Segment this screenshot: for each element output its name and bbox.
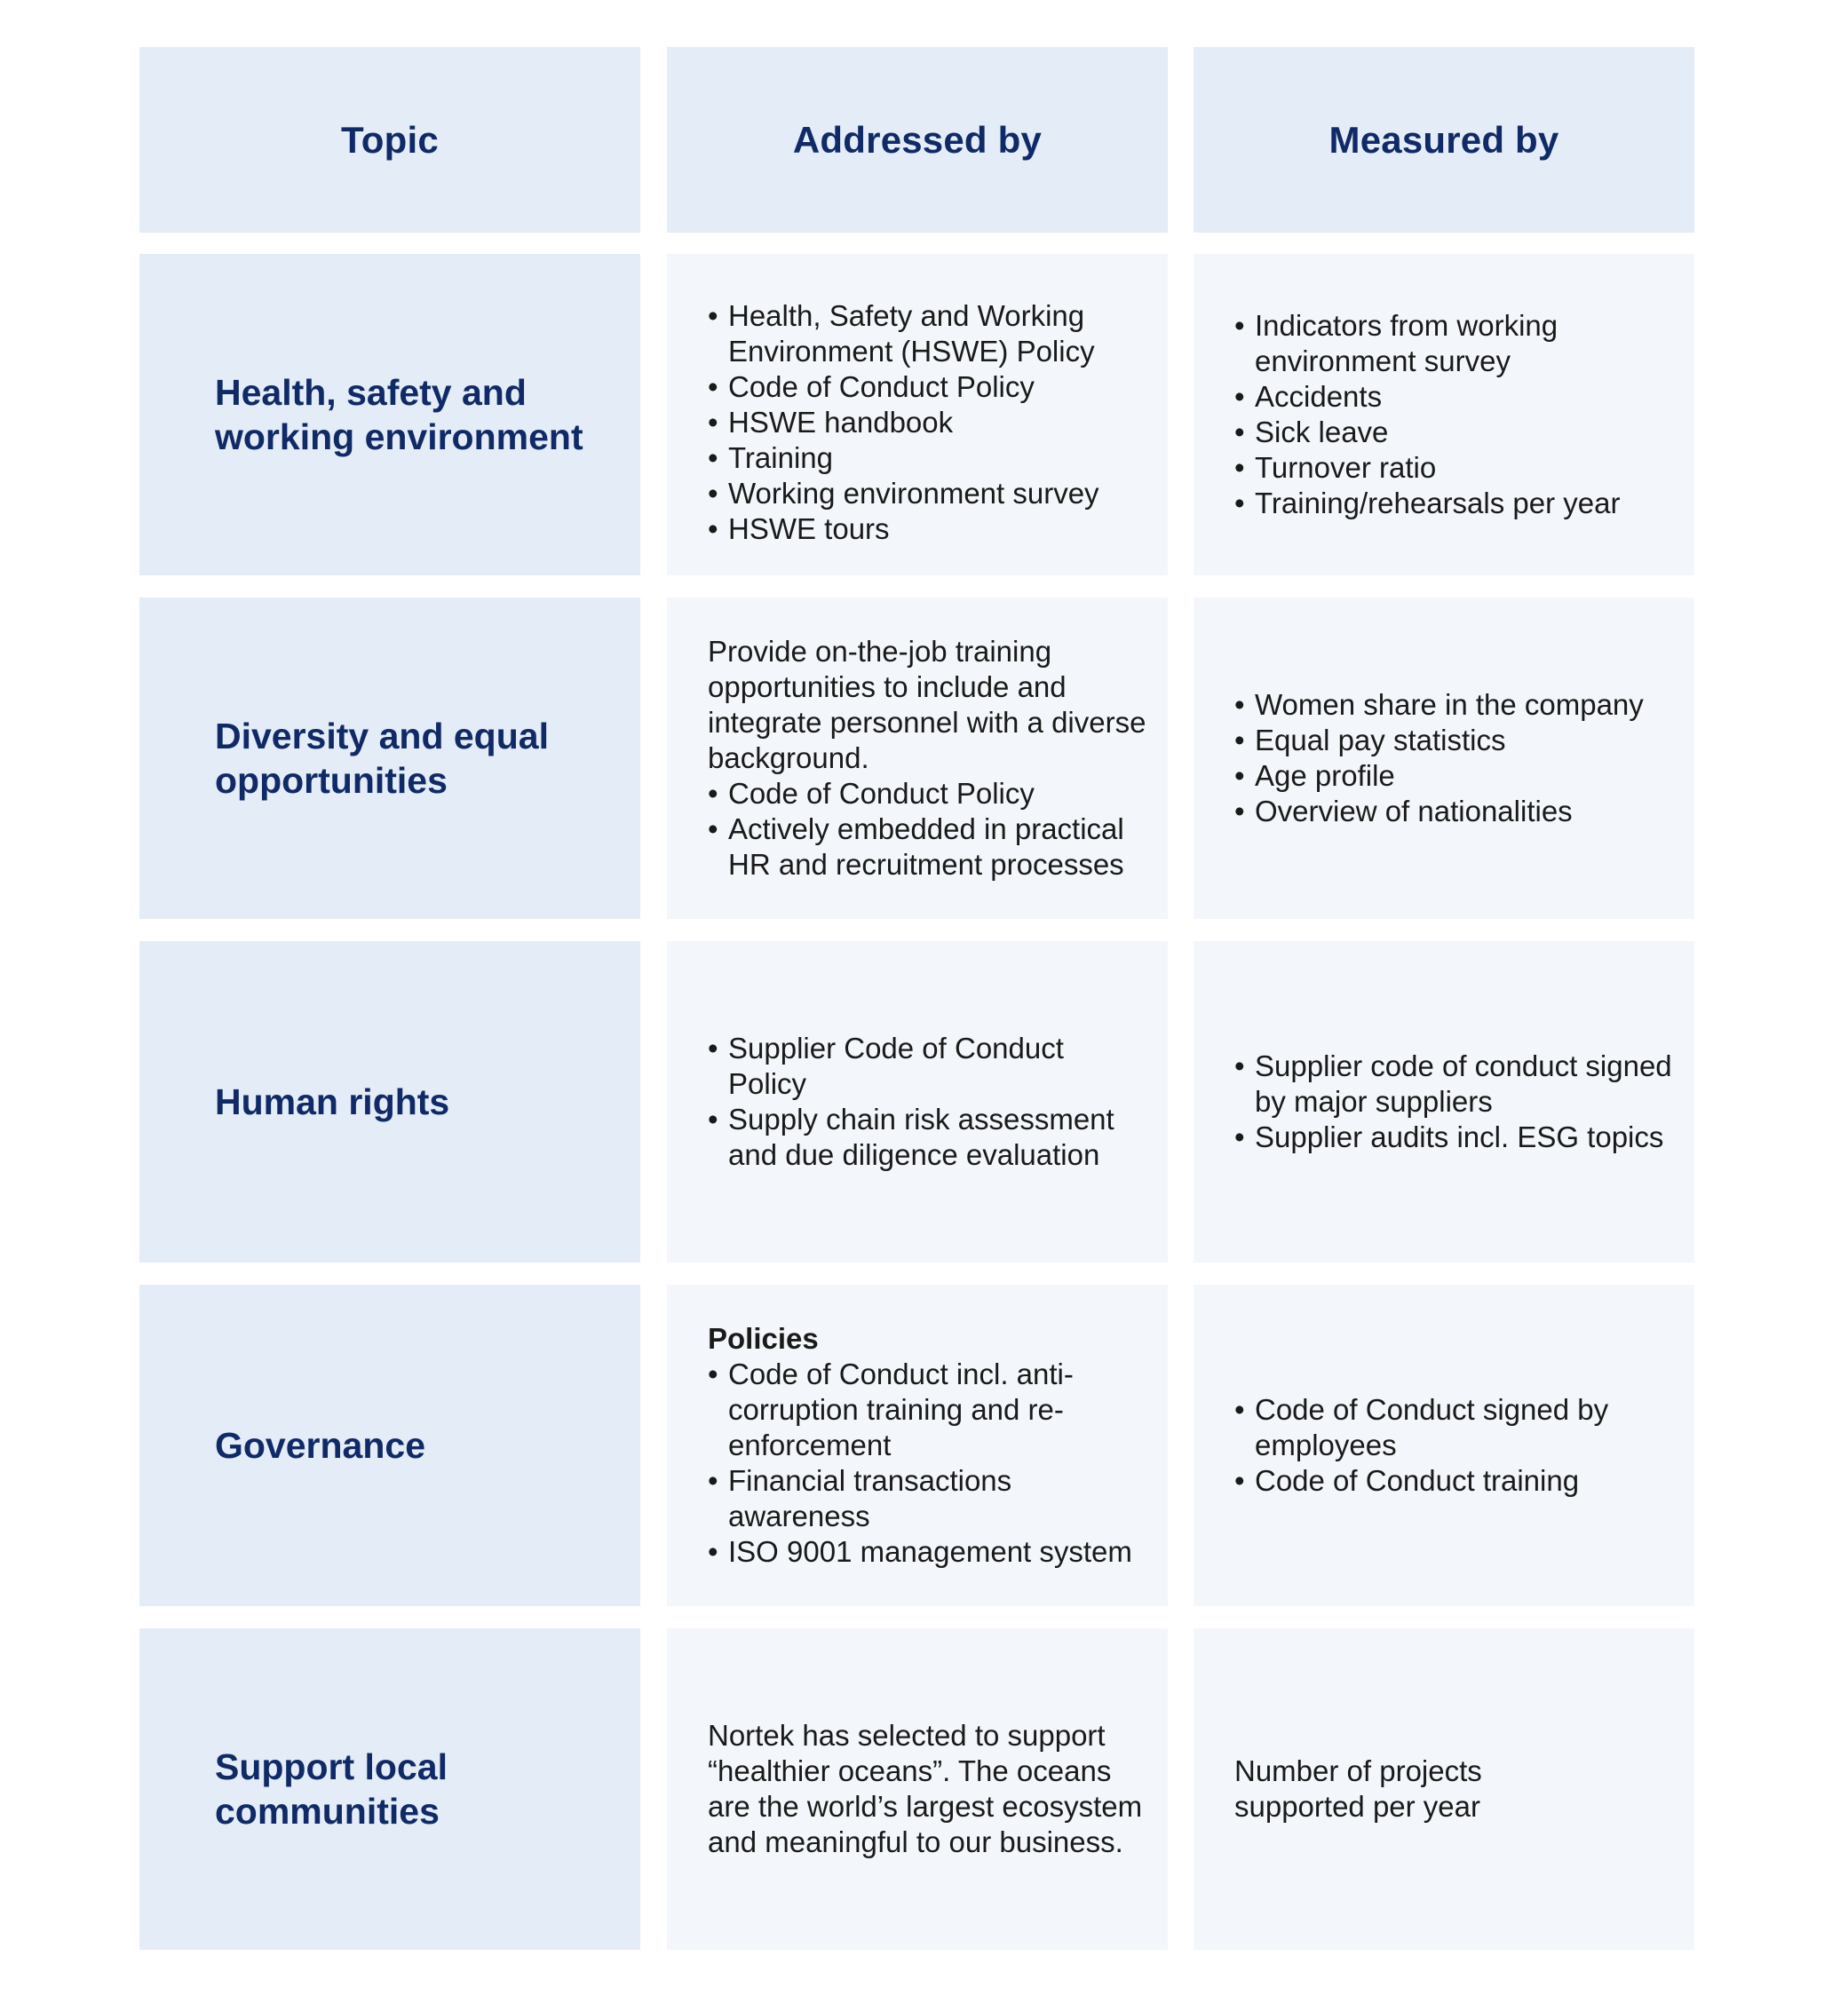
addressed-by-cell [667, 1285, 1168, 1606]
addressed-by-cell [667, 1628, 1168, 1950]
list-item: • Turnover ratio [1234, 450, 1673, 486]
list-item: • Code of Conduct Policy [708, 369, 1146, 405]
addressed-by-list [708, 298, 1146, 547]
topic-label: Human rights [215, 1081, 450, 1122]
measured-by-list [1234, 1392, 1673, 1499]
header-topic [139, 47, 640, 233]
measured-by-list [1234, 308, 1673, 521]
list-item: • Supplier audits incl. ESG topics [1234, 1120, 1673, 1155]
list-item: • Training/rehearsals per year [1234, 486, 1673, 521]
topic-label: Health, safety and working environment [215, 371, 583, 457]
topic-label: Governance [215, 1424, 425, 1466]
measured-by-cell [1194, 598, 1694, 919]
addressed-by-cell [667, 254, 1168, 575]
list-item: • Actively embedded in practical HR and recruitment processes [708, 811, 1146, 883]
list-item: • Sick leave [1234, 415, 1673, 450]
measured-by-list [1234, 687, 1673, 829]
measured-by-cell [1194, 254, 1694, 575]
header-addressed-by [667, 47, 1168, 233]
header-measured-by-label: Measured by [1328, 118, 1559, 161]
topic-cell [139, 598, 640, 919]
list-item: • HSWE tours [708, 511, 1146, 547]
list-item: • Supplier Code of Conduct Policy [708, 1031, 1146, 1102]
list-item: • Supplier code of conduct signed by major suppliers [1234, 1049, 1673, 1120]
topic-label: Support local communities [215, 1746, 448, 1832]
topic-cell [139, 941, 640, 1263]
addressed-by-text: Nortek has selected to support “healthier oceans”. The oceans are the world’s largest ecosystem and meaningful to our business. [708, 1719, 1143, 1858]
measured-by-text: Number of projects supported per year [1234, 1754, 1482, 1823]
list-item: • Accidents [1234, 379, 1673, 415]
addressed-by-list [708, 1357, 1146, 1570]
addressed-by-list [708, 776, 1146, 883]
list-item: • Financial transactions awareness [708, 1463, 1146, 1534]
topic-label: Diversity and equal opportunities [215, 715, 549, 801]
list-item: • Women share in the company [1234, 687, 1673, 723]
list-item: • Equal pay statistics [1234, 723, 1673, 758]
list-item: • Code of Conduct training [1234, 1463, 1673, 1499]
addressed-by-cell [667, 598, 1168, 919]
topic-cell [139, 1628, 640, 1950]
measured-by-list [1234, 1049, 1673, 1155]
list-item: • Supply chain risk assessment and due diligence evaluation [708, 1102, 1146, 1173]
list-item: • Training [708, 440, 1146, 476]
list-item: • Overview of nationalities [1234, 794, 1673, 829]
topic-cell [139, 254, 640, 575]
list-item: • Code of Conduct Policy [708, 776, 1146, 811]
measured-by-cell [1194, 1628, 1694, 1950]
measured-by-cell [1194, 941, 1694, 1263]
list-item: • Working environment survey [708, 476, 1146, 511]
topic-cell [139, 1285, 640, 1606]
addressed-by-list [708, 1031, 1146, 1173]
list-item: • ISO 9001 management system [708, 1534, 1146, 1570]
list-item: • HSWE handbook [708, 405, 1146, 440]
list-item: • Code of Conduct signed by employees [1234, 1392, 1673, 1463]
measured-by-cell [1194, 1285, 1694, 1606]
header-measured-by [1194, 47, 1694, 233]
list-item: • Age profile [1234, 758, 1673, 794]
list-item: • Health, Safety and Working Environment (HSWE) Policy [708, 298, 1146, 369]
list-item: • Indicators from working environment survey [1234, 308, 1673, 379]
header-topic-label: Topic [341, 118, 439, 161]
addressed-by-cell [667, 941, 1168, 1263]
addressed-by-intro: Provide on-the-job training opportunities to include and integrate personnel with a diverse background. [708, 635, 1146, 774]
list-item: • Code of Conduct incl. anti-corruption training and re-enforcement [708, 1357, 1146, 1463]
addressed-by-subheading: Policies [708, 1322, 819, 1355]
header-addressed-by-label: Addressed by [792, 118, 1043, 161]
